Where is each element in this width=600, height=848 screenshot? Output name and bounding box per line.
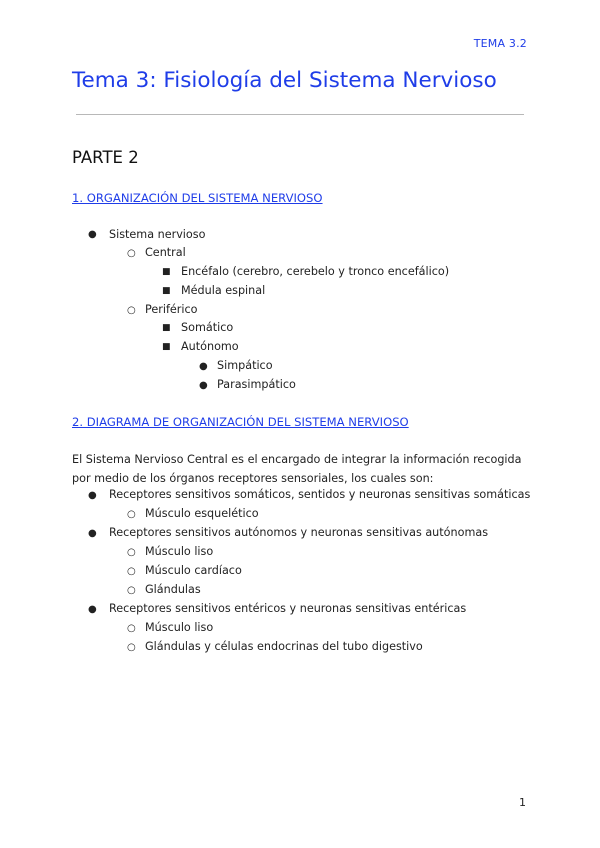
bullet-level2: ○ (127, 566, 136, 577)
receptor-group-item: Músculo liso (145, 621, 214, 634)
bullet-level2: ○ (127, 547, 136, 558)
tree-central: Central (145, 246, 186, 259)
bullet-level3: ■ (162, 267, 171, 277)
tree-central-item: Encéfalo (cerebro, cerebelo y tronco encefálico) (181, 265, 450, 278)
tree-periferico: Periférico (145, 303, 198, 316)
bullet-level3: ■ (162, 342, 171, 352)
receptor-group-item: Músculo esquelético (145, 507, 259, 520)
bullet-level1: ● (88, 604, 97, 615)
bullet-level1: ● (199, 380, 208, 391)
tree-periferico-item: Somático (181, 321, 234, 334)
bullet-level2: ○ (127, 248, 136, 259)
section2-intro: El Sistema Nervioso Central es el encargado de integrar la información recogida por medio de los órganos receptores sensoriales, los cuales son: (72, 453, 522, 485)
bullet-level1: ● (88, 528, 97, 539)
tree-central-item: Médula espinal (181, 284, 266, 297)
receptor-group-label: Receptores sensitivos entéricos y neuronas sensitivas entéricas (109, 602, 467, 615)
receptor-group-item: Glándulas y células endocrinas del tubo digestivo (145, 640, 423, 653)
tema-tag: TEMA 3.2 (473, 37, 527, 50)
bullet-level3: ■ (162, 323, 171, 333)
bullet-level1: ● (88, 490, 97, 501)
page-title: Tema 3: Fisiología del Sistema Nervioso (72, 68, 497, 93)
section1-heading-link[interactable]: 1. ORGANIZACIÓN DEL SISTEMA NERVIOSO (72, 191, 323, 205)
part-heading: PARTE 2 (72, 148, 139, 167)
bullet-level2: ○ (127, 642, 136, 653)
receptor-group-item: Glándulas (145, 583, 201, 596)
receptor-group-item: Músculo liso (145, 545, 214, 558)
tree-autonomo-item: Parasimpático (217, 378, 296, 391)
tree-autonomo-item: Simpático (217, 359, 273, 372)
title-divider (76, 114, 524, 115)
bullet-level1: ● (199, 361, 208, 372)
bullet-level1: ● (88, 229, 97, 240)
tree-periferico-item: Autónomo (181, 340, 239, 353)
page-number: 1 (519, 796, 526, 809)
section2-heading-link[interactable]: 2. DIAGRAMA DE ORGANIZACIÓN DEL SISTEMA NERVIOSO (72, 415, 409, 429)
tree-root: Sistema nervioso (109, 228, 206, 241)
bullet-level3: ■ (162, 286, 171, 296)
receptor-group-label: Receptores sensitivos somáticos, sentidos y neuronas sensitivas somáticas (109, 488, 531, 501)
bullet-level2: ○ (127, 623, 136, 634)
receptor-group-label: Receptores sensitivos autónomos y neuronas sensitivas autónomas (109, 526, 489, 539)
bullet-level2: ○ (127, 305, 136, 316)
receptor-group-item: Músculo cardíaco (145, 564, 242, 577)
bullet-level2: ○ (127, 509, 136, 520)
bullet-level2: ○ (127, 585, 136, 596)
